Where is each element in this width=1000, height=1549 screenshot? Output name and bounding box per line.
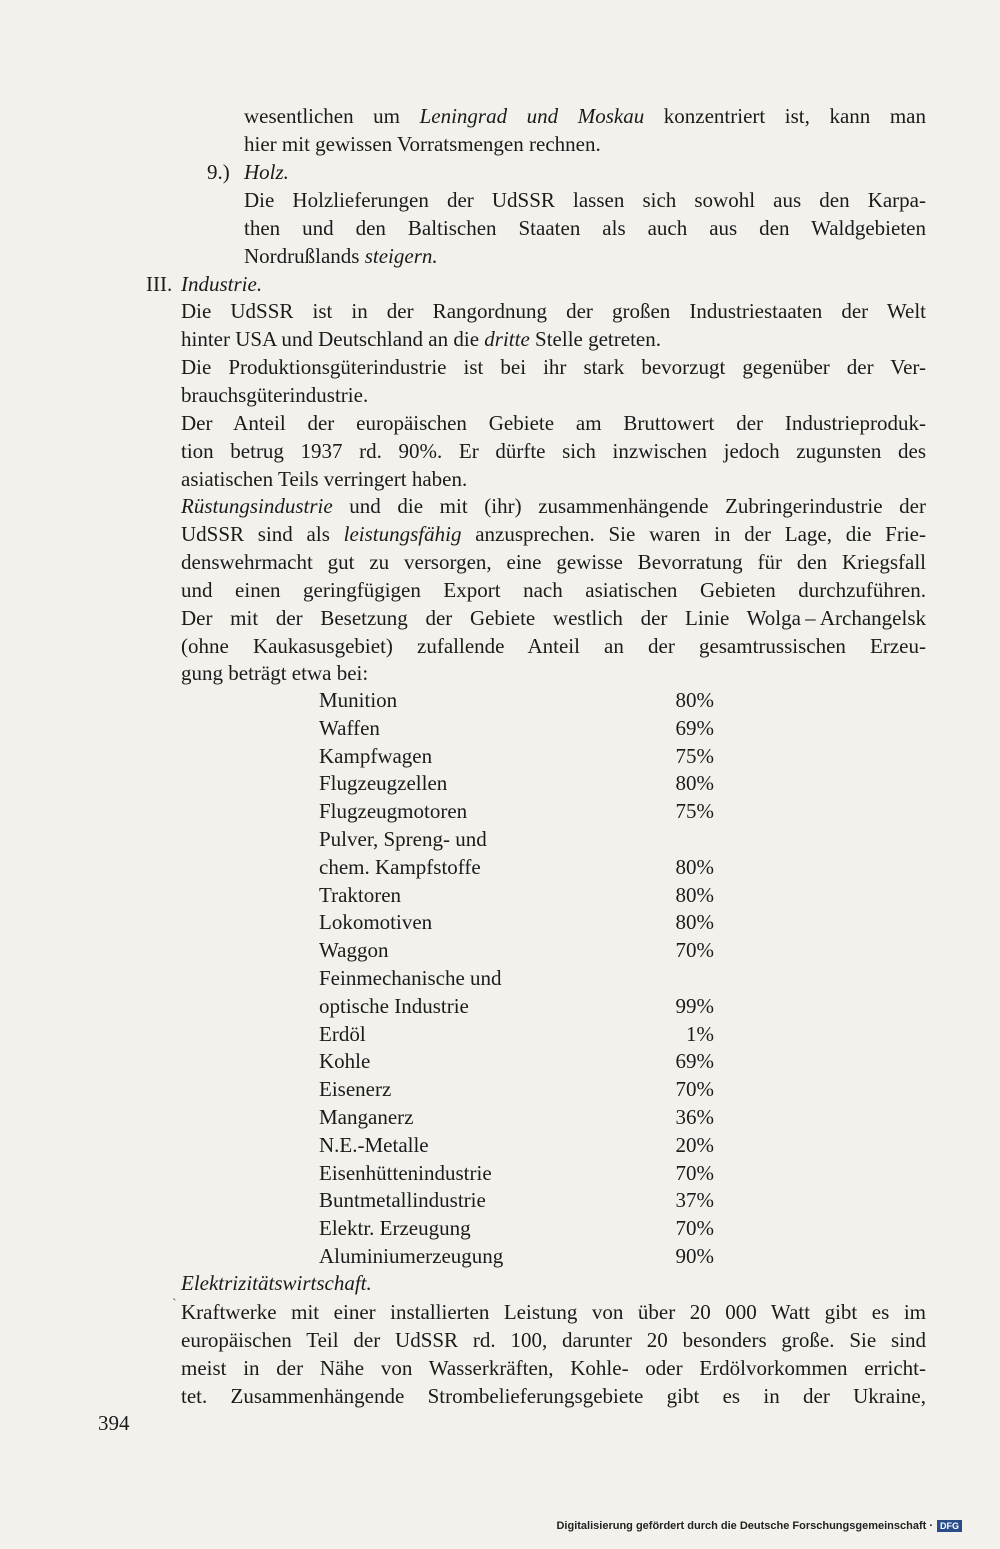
row-label: Flugzeugmotoren bbox=[319, 799, 468, 824]
table-row bbox=[319, 1103, 719, 1131]
row-label: Erdöl bbox=[319, 1021, 366, 1046]
table-row bbox=[319, 1047, 719, 1075]
row-label: Waggon bbox=[319, 938, 389, 963]
text-line: meist in der Nähe von Wasserkräften, Kohle- oder Erdölvorkommen erricht- bbox=[181, 1356, 926, 1380]
row-label: Traktoren bbox=[319, 882, 402, 907]
row-value: 80% bbox=[675, 854, 714, 879]
table-row bbox=[319, 1214, 719, 1242]
text-line: Kraftwerke mit einer installierten Leistung von über 20 000 Watt gibt es im bbox=[181, 1300, 926, 1324]
dfg-logo: DFG bbox=[937, 1520, 962, 1532]
footer-credit bbox=[556, 1520, 962, 1532]
row-value: 69% bbox=[675, 1049, 714, 1074]
row-label: Flugzeugzellen bbox=[319, 771, 448, 796]
table-row bbox=[319, 714, 719, 742]
text-line: Die UdSSR ist in der Rangordnung der großen Industriestaaten der Welt bbox=[181, 299, 926, 323]
row-label: Lokomotiven bbox=[319, 910, 433, 935]
row-value: 75% bbox=[675, 743, 714, 768]
row-label: Eisenhüttenindustrie bbox=[319, 1160, 492, 1185]
table-row bbox=[319, 1159, 719, 1187]
row-label: chem. Kampfstoffe bbox=[319, 854, 481, 879]
row-value: 70% bbox=[675, 1077, 714, 1102]
table-row bbox=[319, 769, 719, 797]
text-line: then und den Baltischen Staaten als auch aus den Waldgebieten bbox=[244, 216, 926, 240]
text-line: und einen geringfügigen Export nach asiatischen Gebieten durchzuführen. bbox=[181, 578, 926, 602]
production-share-table bbox=[319, 686, 719, 1270]
text-line: brauchsgüterindustrie. bbox=[181, 383, 369, 407]
table-row bbox=[319, 1131, 719, 1159]
text-line: asiatischen Teils verringert haben. bbox=[181, 467, 468, 491]
table-row bbox=[319, 964, 719, 992]
table-row bbox=[319, 1075, 719, 1103]
text-line: (ohne Kaukasusgebiet) zufallende Anteil an der gesamtrussischen Erzeu- bbox=[181, 634, 926, 658]
section-number: 9.) bbox=[207, 160, 230, 184]
footer-text: Digitalisierung gefördert durch die Deutsche Forschungsgemeinschaft · bbox=[556, 1520, 933, 1532]
section-heading: Holz. bbox=[244, 160, 289, 184]
row-value: 99% bbox=[675, 993, 714, 1018]
subsection-heading: Elektrizitätswirtschaft. bbox=[181, 1271, 372, 1295]
table-row bbox=[319, 881, 719, 909]
text-line: hinter USA und Deutschland an die dritte Stelle getreten. bbox=[181, 327, 661, 351]
text-line: Nordrußlands steigern. bbox=[244, 244, 438, 268]
table-row bbox=[319, 686, 719, 714]
text-line: Die Produktionsgüterindustrie ist bei ihr stark bevorzugt gegenüber der Ver- bbox=[181, 355, 926, 379]
page-number: 394 bbox=[98, 1411, 130, 1435]
margin-mark: ` bbox=[172, 1297, 177, 1312]
row-label: Aluminiumerzeugung bbox=[319, 1243, 504, 1268]
row-value: 70% bbox=[675, 1160, 714, 1185]
row-label: Kohle bbox=[319, 1049, 371, 1074]
table-row bbox=[319, 936, 719, 964]
row-value: 90% bbox=[675, 1243, 714, 1268]
table-row bbox=[319, 1242, 719, 1270]
table-row bbox=[319, 853, 719, 881]
text-line: hier mit gewissen Vorratsmengen rechnen. bbox=[244, 132, 601, 156]
table-row bbox=[319, 1186, 719, 1214]
row-value: 80% bbox=[675, 910, 714, 935]
table-row bbox=[319, 992, 719, 1020]
section-number: III. bbox=[146, 272, 173, 296]
row-label: N.E.-Metalle bbox=[319, 1132, 429, 1157]
text-line: denswehrmacht gut zu versorgen, eine gewisse Bevorratung für den Kriegsfall bbox=[181, 550, 926, 574]
text-line: UdSSR sind als leistungsfähig anzusprechen. Sie waren in der Lage, die Frie- bbox=[181, 522, 926, 546]
row-value: 1% bbox=[686, 1021, 714, 1046]
row-label: Buntmetallindustrie bbox=[319, 1188, 486, 1213]
row-value: 36% bbox=[675, 1104, 714, 1129]
text-line: Rüstungsindustrie und die mit (ihr) zusammenhängende Zubringerindustrie der bbox=[181, 494, 926, 518]
text-line: europäischen Teil der UdSSR rd. 100, darunter 20 besonders große. Sie sind bbox=[181, 1328, 926, 1352]
row-label: Kampfwagen bbox=[319, 743, 433, 768]
text-line: tion betrug 1937 rd. 90%. Er dürfte sich inzwischen jedoch zugunsten des bbox=[181, 439, 926, 463]
text-line: gung beträgt etwa bei: bbox=[181, 661, 369, 685]
section-heading: Industrie. bbox=[181, 272, 263, 296]
row-value: 69% bbox=[675, 715, 714, 740]
row-label: Feinmechanische und bbox=[319, 965, 502, 990]
row-value: 80% bbox=[675, 882, 714, 907]
row-value: 20% bbox=[675, 1132, 714, 1157]
row-value: 80% bbox=[675, 771, 714, 796]
text-line: Die Holzlieferungen der UdSSR lassen sich sowohl aus den Karpa- bbox=[244, 188, 926, 212]
table-row bbox=[319, 797, 719, 825]
row-value: 80% bbox=[675, 688, 714, 712]
table-row bbox=[319, 908, 719, 936]
text-line: wesentlichen um Leningrad und Moskau konzentriert ist, kann man bbox=[244, 104, 926, 128]
text-line: Der mit der Besetzung der Gebiete westlich der Linie Wolga – Archangelsk bbox=[181, 606, 926, 630]
table-row bbox=[319, 742, 719, 770]
row-label: Munition bbox=[319, 688, 398, 712]
row-label: optische Industrie bbox=[319, 993, 469, 1018]
row-value: 70% bbox=[675, 938, 714, 963]
row-label: Elektr. Erzeugung bbox=[319, 1216, 471, 1241]
row-value: 75% bbox=[675, 799, 714, 824]
table-row bbox=[319, 825, 719, 853]
row-label: Eisenerz bbox=[319, 1077, 392, 1102]
row-label: Manganerz bbox=[319, 1104, 414, 1129]
row-label: Waffen bbox=[319, 715, 380, 740]
text-line: tet. Zusammenhängende Strombelieferungsgebiete gibt es in der Ukraine, bbox=[181, 1384, 926, 1408]
text-line: Der Anteil der europäischen Gebiete am Bruttowert der Industrieproduk- bbox=[181, 411, 926, 435]
table-row bbox=[319, 1020, 719, 1048]
row-value: 37% bbox=[675, 1188, 714, 1213]
row-value: 70% bbox=[675, 1216, 714, 1241]
row-label: Pulver, Spreng- und bbox=[319, 826, 487, 851]
